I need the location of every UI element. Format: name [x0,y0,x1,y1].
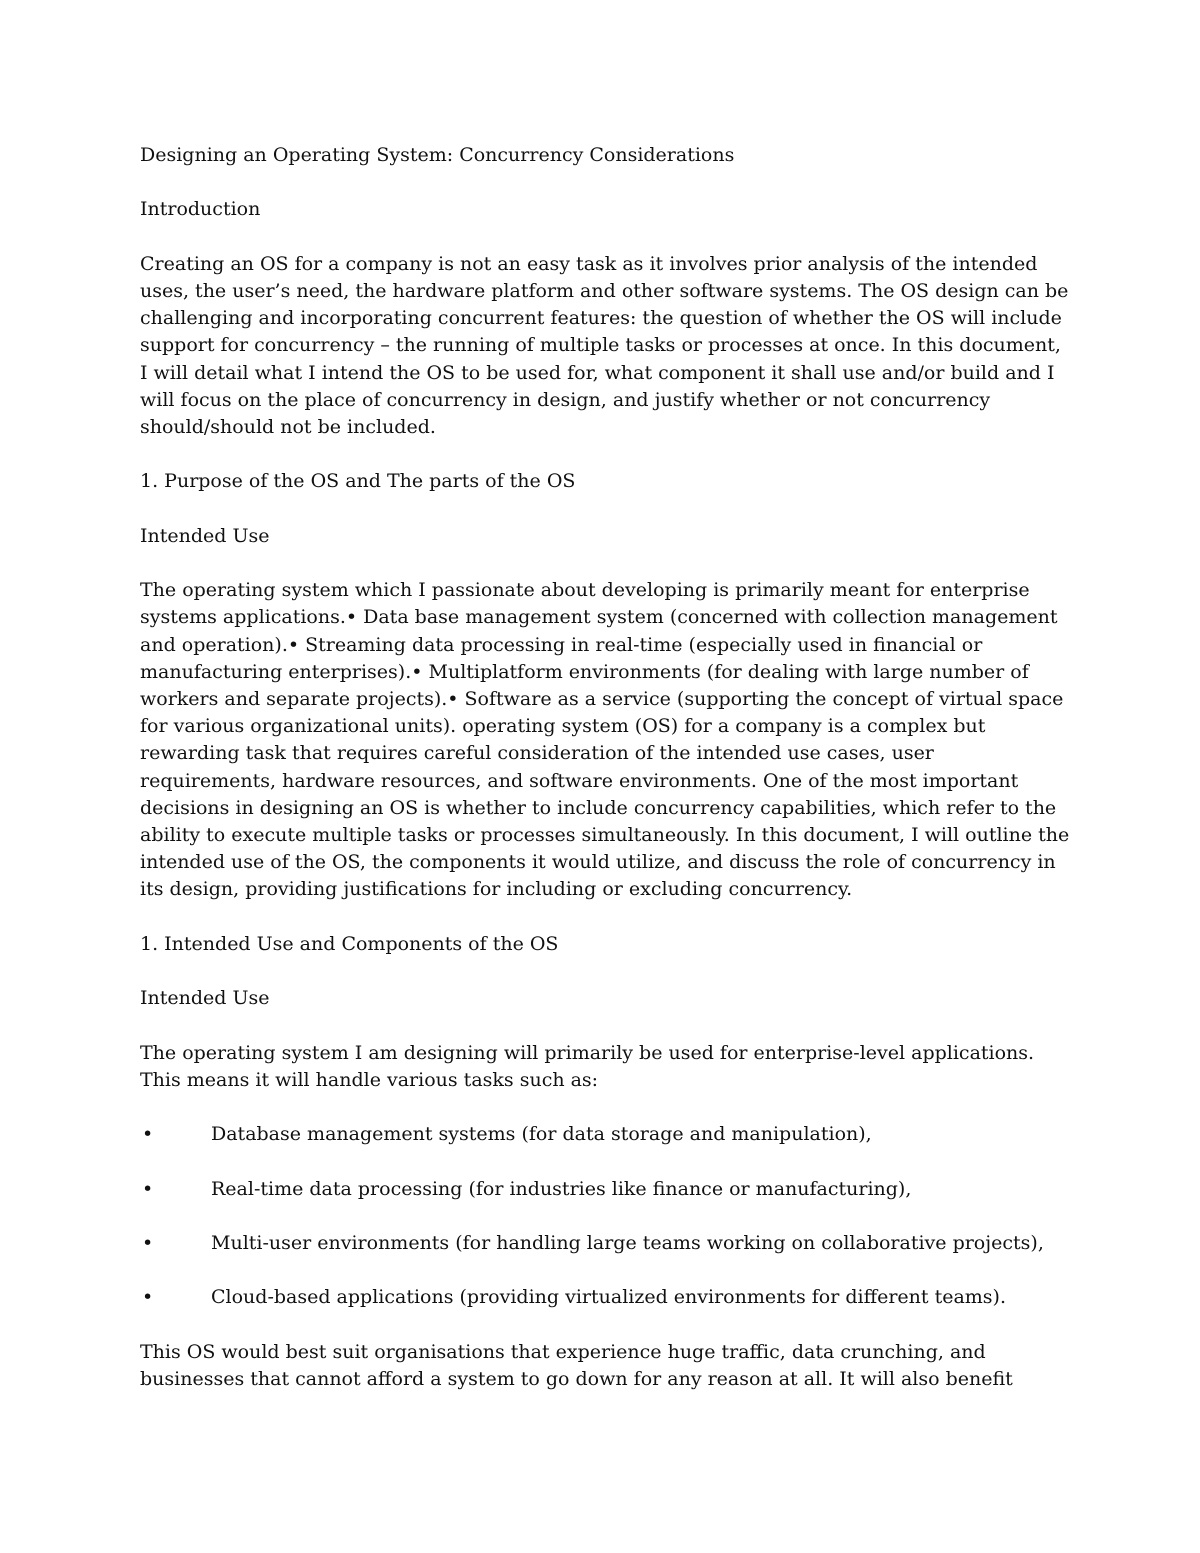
list-item-text: Database management systems (for data storage and manipulation), [211,1123,872,1146]
section1-paragraph: The operating system which I passionate about developing is primarily meant for enterprise systems applications.• Data base management system (concerned with collection management and operation).• Streaming data processing in real-time (especially used in financial or manufacturing enterprises).• Multiplatform environments (for dealing with large number of workers and separate projects).• Software as a service (supporting the concept of virtual space for various organizational units). operating system (OS) for a company is a complex but rewarding task that requires careful consideration of the intended use cases, user requirements, hardware resources, and software environments. One of the most important decisions in designing an OS is whether to include concurrency capabilities, which refer to the ability to execute multiple tasks or processes simultaneously. In this document, I will outline the intended use of the OS, the components it would utilize, and discuss the role of concurrency in its design, providing justifications for including or excluding concurrency. [140,579,1070,901]
list-item [140,1230,1070,1257]
document-title: Designing an Operating System: Concurrency Considerations [140,144,735,166]
intro-paragraph: Creating an OS for a company is not an easy task as it involves prior analysis of the intended uses, the user’s need, the hardware platform and other software systems. The OS design can be challenging and incorporating concurrent features: the question of whether the OS will include support for concurrency – the running of multiple tasks or processes at once. In this document, I will detail what I intend the OS to be used for, what component it shall use and/or build and I will focus on the place of concurrency in design, and justify whether or not concurrency should/should not be included. [140,252,1069,438]
section1-heading: 1. Purpose of the OS and The parts of the OS [140,470,576,493]
intro-heading: Introduction [140,198,261,221]
list-item-text: Real-time data processing (for industries like finance or manufacturing), [211,1177,912,1200]
bullet-icon: • [142,1177,154,1200]
bullet-icon: • [142,1231,154,1254]
list-item-text: Multi-user environments (for handling large teams working on collaborative projects), [211,1231,1044,1254]
bullet-list [140,1121,1070,1311]
document-body [140,142,1070,1420]
closing-paragraph: This OS would best suit organisations that experience huge traffic, data crunching, and businesses that cannot afford a system to go down for any reason at all. It will also benefit [140,1340,1013,1390]
section1-subheading: Intended Use [140,524,270,547]
list-item [140,1121,1070,1148]
section2-subheading: Intended Use [140,987,270,1010]
section2-paragraph: The operating system I am designing will primarily be used for enterprise-level applications. This means it will handle various tasks such as: [140,1041,1035,1091]
bullet-icon: • [142,1123,154,1146]
bullet-icon: • [142,1286,154,1309]
list-item [140,1176,1070,1203]
section2-heading: 1. Intended Use and Components of the OS [140,932,559,955]
list-item [140,1284,1070,1311]
list-item-text: Cloud-based applications (providing virtualized environments for different teams). [211,1286,1007,1309]
